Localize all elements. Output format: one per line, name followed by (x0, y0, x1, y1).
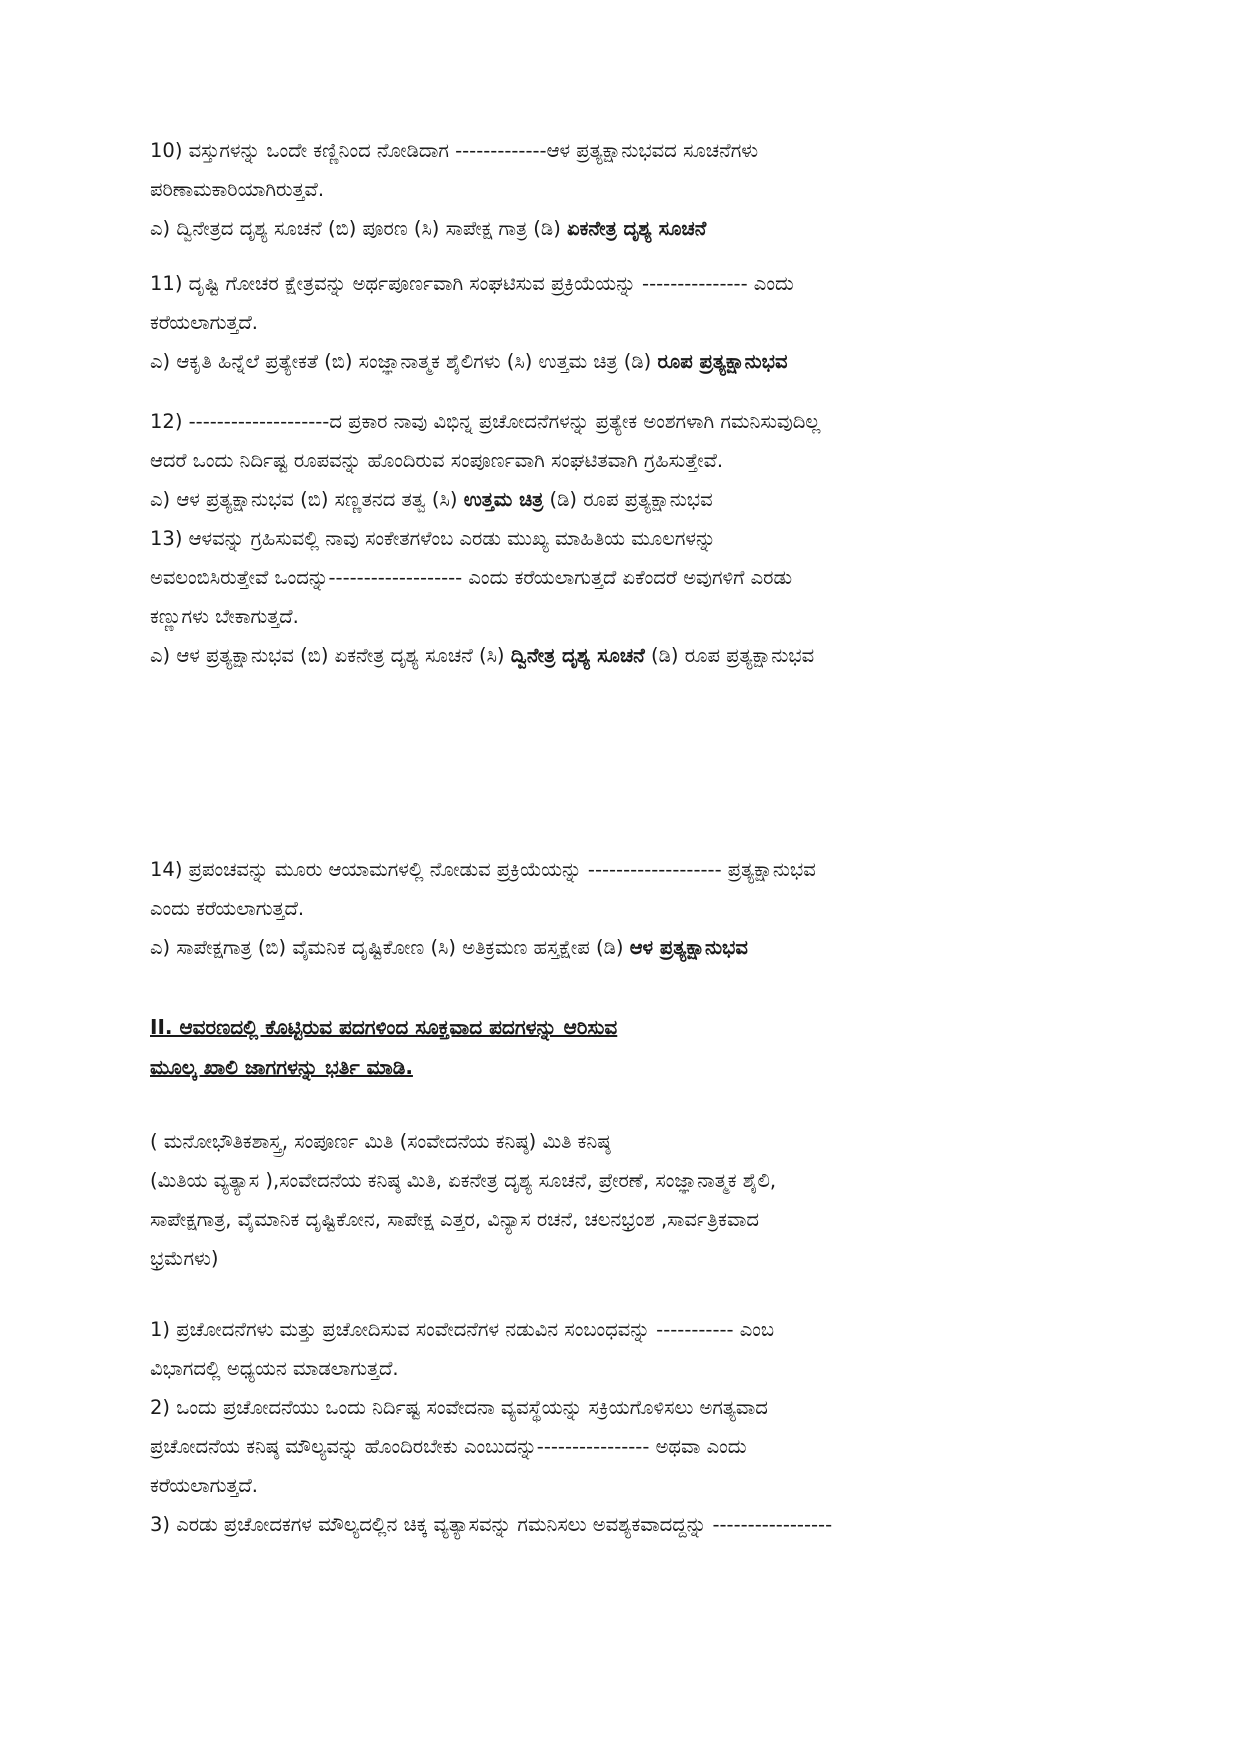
q13-line-1: 13) ಆಳವನ್ನು ಗ್ರಹಿಸುವಲ್ಲಿ ನಾವು ಸಂಕೇತಗಳೆಂಬ ಎರಡು ಮುಖ್ಯ ಮಾಹಿತಿಯ ಮೂಲಗಳನ್ನು (150, 527, 716, 550)
section-2-questions (150, 1310, 1140, 1544)
q14-options (150, 928, 1140, 967)
q14-options-text: ಎ) ಸಾಪೇಕ್ಷಗಾತ್ರ (ಬಿ) ವೈಮನಿಕ ದೃಷ್ಟಿಕೋಣ (ಸಿ) ಅತಿಕ್ರಮಣ ಹಸ್ತಕ್ಷೇಪ (ಡಿ) (150, 936, 630, 959)
s2-q2-line-3: ಕರೆಯಲಾಗುತ್ತದೆ. (150, 1474, 258, 1497)
q11-options-text: ಎ) ಆಕೃತಿ ಹಿನ್ನೆಲೆ ಪ್ರತ್ಯೇಕತೆ (ಬಿ) ಸಂಜ್ಞಾನಾತ್ಮಕ ಶೈಲಿಗಳು (ಸಿ) ಉತ್ತಮ ಚಿತ್ರ (ಡಿ) (150, 350, 658, 373)
question-11 (150, 264, 1140, 381)
s2-q2-line-2: ಪ್ರಚೋದನೆಯ ಕನಿಷ್ಠ ಮೌಲ್ಯವನ್ನು ಹೊಂದಿರಬೇಕು ಎಂಬುದನ್ನು---------------- ಅಥವಾ ಎಂದು (150, 1435, 747, 1458)
s2-q1-line-1: 1) ಪ್ರಚೋದನೆಗಳು ಮತ್ತು ಪ್ರಚೋದಿಸುವ ಸಂವೇದನೆಗಳ ನಡುವಿನ ಸಂಬಂಧವನ್ನು ----------- ಎಂಬ (150, 1318, 775, 1341)
q12-options-text-a: ಎ) ಆಳ ಪ್ರತ್ಯಕ್ಷಾನುಭವ (ಬಿ) ಸಣ್ಣತನದ ತತ್ವ (ಸಿ) (150, 488, 464, 511)
q12-options-text-b: (ಡಿ) ರೂಪ ಪ್ರತ್ಯಕ್ಷಾನುಭವ (543, 488, 713, 511)
q11-line-1: 11) ದೃಷ್ಟಿ ಗೋಚರ ಕ್ಷೇತ್ರವನ್ನು ಅರ್ಥಪೂರ್ಣವಾಗಿ ಸಂಘಟಿಸುವ ಪ್ರಕ್ರಿಯೆಯನ್ನು --------------- ಎಂದು (150, 272, 794, 295)
q10-line-1: 10) ವಸ್ತುಗಳನ್ನು ಒಂದೇ ಕಣ್ಣಿನಿಂದ ನೋಡಿದಾಗ -------------ಆಳ ಪ್ರತ್ಯಕ್ಷಾನುಭವದ ಸೂಚನೆಗಳು (150, 139, 759, 162)
q10-options (150, 209, 1140, 248)
q13-options-text-a: ಎ) ಆಳ ಪ್ರತ್ಯಕ್ಷಾನುಭವ (ಬಿ) ಏಕನೇತ್ರ ದೃಶ್ಯ ಸೂಚನೆ (ಸಿ) (150, 644, 511, 667)
s2-q3-line-1: 3) ಎರಡು ಪ್ರಚೋದಕಗಳ ಮೌಲ್ಯದಲ್ಲಿನ ಚಿಕ್ಕ ವ್ಯತ್ಯಾಸವನ್ನು ಗಮನಿಸಲು ಅವಶ್ಯಕವಾದದ್ದನ್ನು ----------------- (150, 1513, 833, 1536)
q11-answer: ರೂಪ ಪ್ರತ್ಯಕ್ಷಾನುಭವ (657, 350, 788, 373)
q12-answer: ಉತ್ತಮ ಚಿತ್ರ (463, 488, 544, 511)
section-2-heading-line-2: ಮೂಲ್ಕ ಖಾಲಿ ಜಾಗಗಳನ್ನು ಭರ್ತಿ ಮಾಡಿ. (150, 1055, 413, 1079)
q11-options (150, 342, 1140, 381)
section-2-heading (150, 1007, 1140, 1087)
s2-q1-line-2: ವಿಭಾಗದಲ್ಲಿ ಅಧ್ಯಯನ ಮಾಡಲಾಗುತ್ತದೆ. (150, 1357, 399, 1380)
word-bank-line-1: ( ಮನೋಭೌತಿಕಶಾಸ್ತ್ರ, ಸಂಪೂರ್ಣ ಮಿತಿ (ಸಂವೇದನೆಯ ಕನಿಷ್ಠ) ಮಿತಿ ಕನಿಷ್ಠ (150, 1130, 611, 1153)
word-bank-line-3: ಸಾಪೇಕ್ಷಗಾತ್ರ, ವೈಮಾನಿಕ ದೃಷ್ಟಿಕೋನ, ಸಾಪೇಕ್ಷ ಎತ್ತರ, ವಿನ್ಯಾಸ ರಚನೆ, ಚಲನಭ್ರಂಶ ,ಸಾರ್ವತ್ರಿಕವಾದ (150, 1208, 759, 1231)
q13-answer: ದ್ವಿನೇತ್ರ ದೃಶ್ಯ ಸೂಚನೆ (510, 644, 645, 667)
q12-line-1: 12) --------------------ದ ಪ್ರಕಾರ ನಾವು ವಿಭಿನ್ನ ಪ್ರಚೋದನೆಗಳನ್ನು ಪ್ರತ್ಯೇಕ ಅಂಶಗಳಾಗಿ ಗಮನಿಸುವುದಿಲ್ಲ (150, 410, 821, 433)
q14-line-1: 14) ಪ್ರಪಂಚವನ್ನು ಮೂರು ಆಯಾಮಗಳಲ್ಲಿ ನೋಡುವ ಪ್ರಕ್ರಿಯೆಯನ್ನು ------------------- ಪ್ರತ್ಯಕ್ಷಾನುಭವ (150, 858, 816, 881)
question-14 (150, 850, 1140, 967)
word-bank-line-2: (ಮಿತಿಯ ವ್ಯತ್ಯಾಸ ),ಸಂವೇದನೆಯ ಕನಿಷ್ಠ ಮಿತಿ, ಏಕನೇತ್ರ ದೃಶ್ಯ ಸೂಚನೆ, ಪ್ರೇರಣೆ, ಸಂಜ್ಞಾನಾತ್ಮಕ ಶೈಲಿ, (150, 1169, 777, 1192)
word-bank-line-4: ಭ್ರಮೆಗಳು) (150, 1247, 219, 1270)
question-12 (150, 402, 1140, 519)
s2-q2-line-1: 2) ಒಂದು ಪ್ರಚೋದನೆಯು ಒಂದು ನಿರ್ದಿಷ್ಟ ಸಂವೇದನಾ ವ್ಯವಸ್ಥೆಯನ್ನು ಸಕ್ರಿಯಗೊಳಿಸಲು ಅಗತ್ಯವಾದ (150, 1396, 768, 1419)
q11-line-2: ಕರೆಯಲಾಗುತ್ತದೆ. (150, 311, 258, 334)
q10-answer: ಏಕನೇತ್ರ ದೃಶ್ಯ ಸೂಚನೆ (567, 217, 707, 240)
q10-options-text: ಎ) ದ್ವಿನೇತ್ರದ ದೃಶ್ಯ ಸೂಚನೆ (ಬಿ) ಪೂರಣ (ಸಿ) ಸಾಪೇಕ್ಷ ಗಾತ್ರ (ಡಿ) (150, 217, 568, 240)
q10-line-2: ಪರಿಣಾಮಕಾರಿಯಾಗಿರುತ್ತವೆ. (150, 178, 325, 201)
q14-answer: ಆಳ ಪ್ರತ್ಯಕ್ಷಾನುಭವ (629, 936, 748, 959)
q12-line-2: ಆದರೆ ಒಂದು ನಿರ್ದಿಷ್ಟ ರೂಪವನ್ನು ಹೊಂದಿರುವ ಸಂಪೂರ್ಣವಾಗಿ ಸಂಘಟಿತವಾಗಿ ಗ್ರಹಿಸುತ್ತೇವೆ. (150, 449, 724, 472)
question-13 (150, 519, 1140, 675)
question-10 (150, 131, 1140, 248)
q12-options (150, 480, 1140, 519)
q13-line-2: ಅವಲಂಬಿಸಿರುತ್ತೇವೆ ಒಂದನ್ನು------------------- ಎಂದು ಕರೆಯಲಾಗುತ್ತದೆ ಏಕೆಂದರೆ ಅವುಗಳಿಗೆ ಎರಡು (150, 566, 793, 589)
q14-line-2: ಎಂದು ಕರೆಯಲಾಗುತ್ತದೆ. (150, 897, 305, 920)
q13-options-text-b: (ಡಿ) ರೂಪ ಪ್ರತ್ಯಕ್ಷಾನುಭವ (644, 644, 815, 667)
section-2-heading-line-1: II. ಆವರಣದಲ್ಲಿ ಕೊಟ್ಟಿರುವ ಪದಗಳಿಂದ ಸೂಕ್ತವಾದ ಪದಗಳನ್ನು ಆರಿಸುವ (150, 1015, 618, 1039)
q13-line-3: ಕಣ್ಣುಗಳು ಬೇಕಾಗುತ್ತದೆ. (150, 605, 299, 628)
q13-options (150, 636, 1140, 675)
word-bank (150, 1122, 1140, 1278)
